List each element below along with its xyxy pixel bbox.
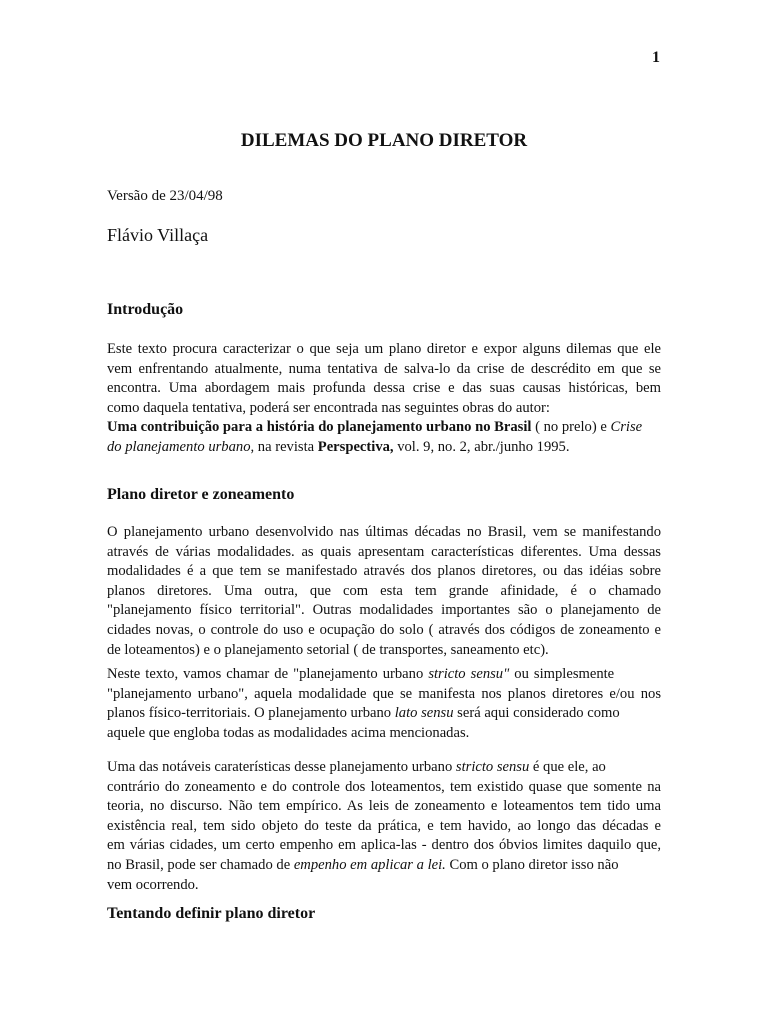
zoning-p3-line: contrário do zoneamento e do controle dos loteamentos, tem existido quase que somente na [107,778,661,795]
zoning-line: "planejamento físico territorial". Outras modalidades importantes são o planejamento de [107,602,661,619]
reference-volume: vol. 9, no. 2, abr./junho 1995. [393,438,570,455]
intro-paragraph [107,340,661,458]
zoning-p3-line: em várias cidades, um certo empenho em aplica-las - dentro dos óbvios limites daquilo que, [107,837,661,854]
italic-term-stricto-sensu: stricto sensu" [428,666,510,682]
zoning-p3-line: teoria, no discurso. Não tem empírico. As leis de zoneamento e loteamentos tem tido uma [107,798,661,815]
zoning-p3-line: existência real, tem sido objeto do teste da prática, e tem havido, ao longo das décadas e [107,817,661,834]
intro-line: como daquela tentativa, poderá ser encontrada nas seguintes obras do autor: [107,399,550,416]
text-run: Com o plano diretor isso não [445,856,619,873]
zoning-p2-line [107,665,661,685]
zoning-paragraph-1 [107,523,661,660]
page-number: 1 [652,49,660,66]
zoning-line: modalidades é a que tem se manifestado através dos planos diretores, ou das idéias sobre [107,563,661,580]
heading-introducao: Introdução [107,301,184,318]
intro-reference-line [107,438,661,458]
zoning-line: através de várias modalidades. as quais apresentam características diferentes. Uma dessas [107,543,661,560]
document-title: DILEMAS DO PLANO DIRETOR [240,130,528,151]
zoning-paragraph-2 [107,665,661,743]
zoning-p2-line: "planejamento urbano", aquela modalidade que se manifesta nos planos diretores e/ou nos [107,685,661,702]
italic-term-stricto-sensu: stricto sensu [455,759,530,775]
intro-line: vem enfrentando atualmente, numa tentativa de salva-lo da crise de descrédito em que se [107,360,661,377]
text-run: será aqui considerado como [453,705,620,722]
text-run: planos físico-territoriais. O planejamento urbano [107,705,395,722]
text-run: Uma das notáveis caraterísticas desse planejamento urbano [107,759,456,775]
reference-book-title: Uma contribuição para a história do planejamento urbano no Brasil [107,419,532,436]
text-run: no Brasil, pode ser chamado de [107,856,294,873]
italic-phrase: empenho em aplicar a lei. [293,856,446,873]
intro-reference-line [107,418,661,438]
zoning-p2-line [107,704,661,724]
zoning-line: O planejamento urbano desenvolvido nas últimas décadas no Brasil, vem se manifestando [107,524,661,540]
heading-plano-diretor-zoneamento: Plano diretor e zoneamento [107,486,295,503]
zoning-line: cidades novas, o controle do uso e ocupação do solo ( através dos códigos de zoneamento e [107,621,661,638]
zoning-line: planos diretores. Uma outra, que com esta tem grande afinidade, é o chamado [107,582,661,599]
text-run: é que ele, ao [529,759,606,775]
zoning-p2-line: aquele que engloba todas as modalidades acima mencionadas. [107,724,470,741]
text-run: ou simplesmente [509,666,615,682]
text-run: Neste texto, vamos chamar de "planejamento urbano [107,666,429,682]
zoning-p3-line [107,758,661,778]
zoning-p3-line: vem ocorrendo. [107,876,199,893]
italic-term-lato-sensu: lato sensu [394,705,454,722]
intro-line: encontra. Uma abordagem mais profunda dessa crise e das suas causas históricas, bem [107,380,661,397]
heading-tentando-definir: Tentando definir plano diretor [107,905,316,922]
author-name: Flávio Villaça [107,225,209,245]
intro-line: Este texto procura caracterizar o que seja um plano diretor e expor alguns dilemas que ele [107,341,661,357]
reference-article-title-start: Crise [610,419,643,436]
zoning-paragraph-3 [107,758,661,895]
zoning-p3-line [107,856,661,876]
reference-note: ( no prelo) e [531,419,611,436]
reference-article-title-end: do planejamento urbano [107,438,251,455]
zoning-line: de loteamentos) e o planejamento setorial ( de transportes, saneamento etc). [107,641,549,658]
reference-journal: Perspectiva, [317,438,394,455]
version-date: Versão de 23/04/98 [107,188,223,204]
reference-journal-prefix: , na revista [250,438,318,455]
